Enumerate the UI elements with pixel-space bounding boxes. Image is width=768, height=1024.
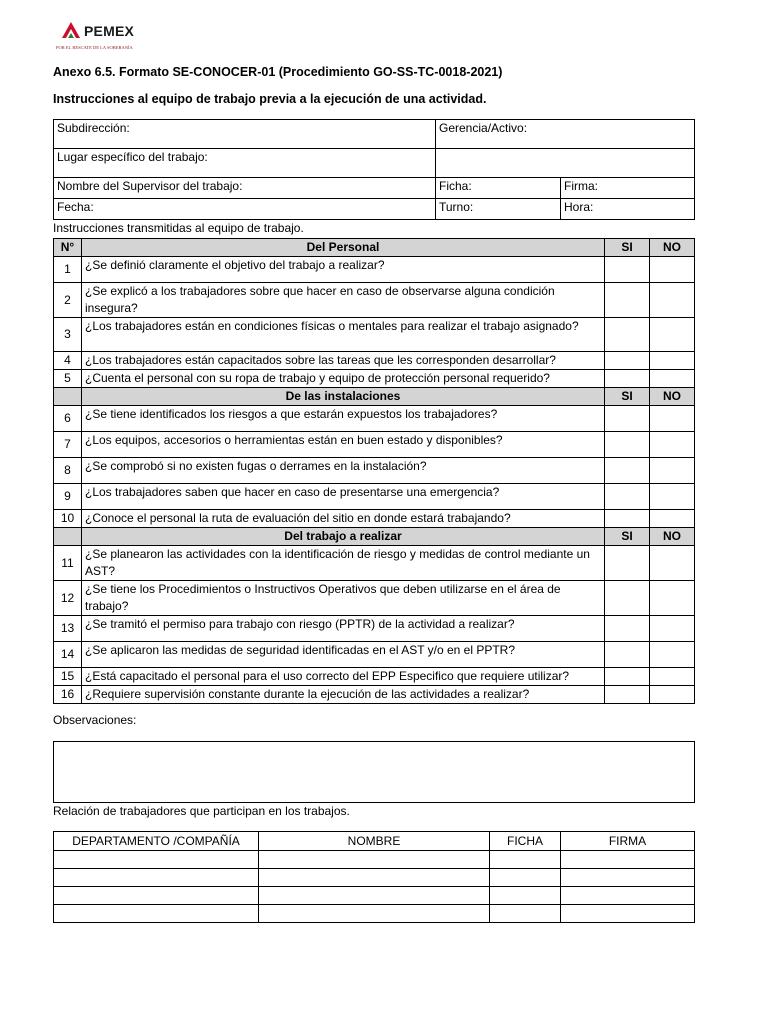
workers-row <box>54 869 695 887</box>
workers-header-nombre: NOMBRE <box>259 832 490 851</box>
workers-cell[interactable] <box>259 887 490 905</box>
document-title: Anexo 6.5. Formato SE-CONOCER-01 (Procedimiento GO-SS-TC-0018-2021) <box>53 65 503 79</box>
item-question: ¿Está capacitado el personal para el uso correcto del EPP Especifico que requiere utilizar? <box>82 668 605 686</box>
logo-tagline: POR EL RESCATE DE LA SOBERANÍA <box>56 45 133 50</box>
item-question: ¿Se tiene los Procedimientos o Instructivos Operativos que deben utilizarse en el área de trabajo? <box>82 581 605 616</box>
item-number: 14 <box>54 642 82 668</box>
lugar-value[interactable] <box>436 149 695 178</box>
num-header-blank <box>54 388 82 406</box>
no-checkbox-cell[interactable] <box>650 581 695 616</box>
no-checkbox-cell[interactable] <box>650 616 695 642</box>
item-number: 8 <box>54 458 82 484</box>
si-checkbox-cell[interactable] <box>605 484 650 510</box>
no-checkbox-cell[interactable] <box>650 283 695 318</box>
item-number: 10 <box>54 510 82 528</box>
section-header-row <box>54 528 695 546</box>
header-fields-table <box>53 119 695 220</box>
si-checkbox-cell[interactable] <box>605 686 650 704</box>
item-question: ¿Requiere supervisión constante durante la ejecución de las actividades a realizar? <box>82 686 605 704</box>
si-header: SI <box>605 528 650 546</box>
section-title: Del Personal <box>82 239 605 257</box>
no-checkbox-cell[interactable] <box>650 510 695 528</box>
no-header: NO <box>650 528 695 546</box>
item-question: ¿Los trabajadores están capacitados sobre las tareas que les corresponden desarrollar? <box>82 352 605 370</box>
checklist-row <box>54 581 695 616</box>
checklist-row <box>54 370 695 388</box>
workers-row <box>54 905 695 923</box>
workers-cell[interactable] <box>490 851 561 869</box>
workers-cell[interactable] <box>490 869 561 887</box>
si-checkbox-cell[interactable] <box>605 352 650 370</box>
workers-cell[interactable] <box>54 851 259 869</box>
si-checkbox-cell[interactable] <box>605 510 650 528</box>
checklist-row <box>54 283 695 318</box>
checklist-row <box>54 458 695 484</box>
workers-cell[interactable] <box>561 887 695 905</box>
checklist-row <box>54 318 695 352</box>
item-question: ¿Los trabajadores están en condiciones físicas o mentales para realizar el trabajo asignado? <box>82 318 605 352</box>
checklist-row <box>54 642 695 668</box>
item-question: ¿Se definió claramente el objetivo del trabajo a realizar? <box>82 257 605 283</box>
no-header: NO <box>650 388 695 406</box>
workers-row <box>54 887 695 905</box>
checklist-row <box>54 546 695 581</box>
logo-wordmark: PEMEX <box>84 23 135 39</box>
workers-cell[interactable] <box>259 851 490 869</box>
item-number: 3 <box>54 318 82 352</box>
checklist-row <box>54 510 695 528</box>
workers-cell[interactable] <box>490 905 561 923</box>
si-checkbox-cell[interactable] <box>605 668 650 686</box>
hora-field[interactable]: Hora: <box>561 199 695 220</box>
section-header-row <box>54 388 695 406</box>
no-checkbox-cell[interactable] <box>650 642 695 668</box>
observaciones-box[interactable] <box>53 741 695 803</box>
gerencia-field[interactable]: Gerencia/Activo: <box>436 120 695 149</box>
instructions-label: Instrucciones transmitidas al equipo de trabajo. <box>53 221 304 235</box>
subdireccion-field[interactable]: Subdirección: <box>54 120 436 149</box>
item-question: ¿Se aplicaron las medidas de seguridad identificadas en el AST y/o en el PPTR? <box>82 642 605 668</box>
no-checkbox-cell[interactable] <box>650 484 695 510</box>
no-checkbox-cell[interactable] <box>650 432 695 458</box>
si-checkbox-cell[interactable] <box>605 370 650 388</box>
item-number: 6 <box>54 406 82 432</box>
section-title: De las instalaciones <box>82 388 605 406</box>
workers-cell[interactable] <box>561 905 695 923</box>
item-question: ¿Se planearon las actividades con la identificación de riesgo y medidas de control mediante un AST? <box>82 546 605 581</box>
item-number: 16 <box>54 686 82 704</box>
workers-cell[interactable] <box>259 869 490 887</box>
item-number: 12 <box>54 581 82 616</box>
no-checkbox-cell[interactable] <box>650 318 695 352</box>
no-checkbox-cell[interactable] <box>650 406 695 432</box>
si-checkbox-cell[interactable] <box>605 257 650 283</box>
checklist-row <box>54 668 695 686</box>
fecha-field[interactable]: Fecha: <box>54 199 436 220</box>
item-number: 1 <box>54 257 82 283</box>
workers-label: Relación de trabajadores que participan en los trabajos. <box>53 804 350 818</box>
turno-field[interactable]: Turno: <box>436 199 561 220</box>
si-checkbox-cell[interactable] <box>605 546 650 581</box>
document-subtitle: Instrucciones al equipo de trabajo previa a la ejecución de una actividad. <box>53 92 487 106</box>
workers-cell[interactable] <box>54 905 259 923</box>
item-question: ¿Conoce el personal la ruta de evaluación del sitio en donde estará trabajando? <box>82 510 605 528</box>
si-header: SI <box>605 239 650 257</box>
workers-header-ficha: FICHA <box>490 832 561 851</box>
observaciones-label: Observaciones: <box>53 713 137 727</box>
pemex-logo <box>50 14 156 58</box>
no-checkbox-cell[interactable] <box>650 458 695 484</box>
workers-cell[interactable] <box>561 851 695 869</box>
checklist-row <box>54 432 695 458</box>
workers-row <box>54 851 695 869</box>
workers-header-firma: FIRMA <box>561 832 695 851</box>
item-number: 15 <box>54 668 82 686</box>
supervisor-field[interactable]: Nombre del Supervisor del trabajo: <box>54 178 436 199</box>
no-checkbox-cell[interactable] <box>650 546 695 581</box>
si-checkbox-cell[interactable] <box>605 581 650 616</box>
item-question: ¿Los equipos, accesorios o herramientas están en buen estado y disponibles? <box>82 432 605 458</box>
section-header-row <box>54 239 695 257</box>
no-checkbox-cell[interactable] <box>650 370 695 388</box>
workers-cell[interactable] <box>54 869 259 887</box>
workers-cell[interactable] <box>561 869 695 887</box>
si-checkbox-cell[interactable] <box>605 283 650 318</box>
workers-header-departamento: DEPARTAMENTO /COMPAÑÍA <box>54 832 259 851</box>
workers-table <box>53 831 695 923</box>
si-checkbox-cell[interactable] <box>605 432 650 458</box>
item-number: 13 <box>54 616 82 642</box>
workers-cell[interactable] <box>54 887 259 905</box>
no-checkbox-cell[interactable] <box>650 352 695 370</box>
checklist-row <box>54 406 695 432</box>
firma-field[interactable]: Firma: <box>561 178 695 199</box>
item-question: ¿Se comprobó si no existen fugas o derrames en la instalación? <box>82 458 605 484</box>
item-number: 11 <box>54 546 82 581</box>
workers-cell[interactable] <box>259 905 490 923</box>
si-checkbox-cell[interactable] <box>605 642 650 668</box>
ficha-field[interactable]: Ficha: <box>436 178 561 199</box>
lugar-field[interactable]: Lugar específico del trabajo: <box>54 149 436 178</box>
item-question: ¿Los trabajadores saben que hacer en caso de presentarse una emergencia? <box>82 484 605 510</box>
checklist-table <box>53 238 695 704</box>
item-question: ¿Se explicó a los trabajadores sobre que hacer en caso de observarse alguna condición insegura? <box>82 283 605 318</box>
si-checkbox-cell[interactable] <box>605 406 650 432</box>
checklist-row <box>54 352 695 370</box>
checklist-row <box>54 686 695 704</box>
workers-cell[interactable] <box>490 887 561 905</box>
checklist-row <box>54 616 695 642</box>
si-checkbox-cell[interactable] <box>605 458 650 484</box>
checklist-row <box>54 484 695 510</box>
item-number: 5 <box>54 370 82 388</box>
item-question: ¿Cuenta el personal con su ropa de trabajo y equipo de protección personal requerido? <box>82 370 605 388</box>
item-number: 7 <box>54 432 82 458</box>
si-header: SI <box>605 388 650 406</box>
section-title: Del trabajo a realizar <box>82 528 605 546</box>
si-checkbox-cell[interactable] <box>605 616 650 642</box>
item-question: ¿Se tramitó el permiso para trabajo con riesgo (PPTR) de la actividad a realizar? <box>82 616 605 642</box>
num-header-blank <box>54 528 82 546</box>
si-checkbox-cell[interactable] <box>605 318 650 352</box>
item-number: 2 <box>54 283 82 318</box>
checklist-row <box>54 257 695 283</box>
no-checkbox-cell[interactable] <box>650 668 695 686</box>
num-header: N° <box>54 239 82 257</box>
no-checkbox-cell[interactable] <box>650 257 695 283</box>
item-number: 4 <box>54 352 82 370</box>
item-question: ¿Se tiene identificados los riesgos a que estarán expuestos los trabajadores? <box>82 406 605 432</box>
pemex-eagle-icon <box>58 18 84 44</box>
no-header: NO <box>650 239 695 257</box>
item-number: 9 <box>54 484 82 510</box>
no-checkbox-cell[interactable] <box>650 686 695 704</box>
